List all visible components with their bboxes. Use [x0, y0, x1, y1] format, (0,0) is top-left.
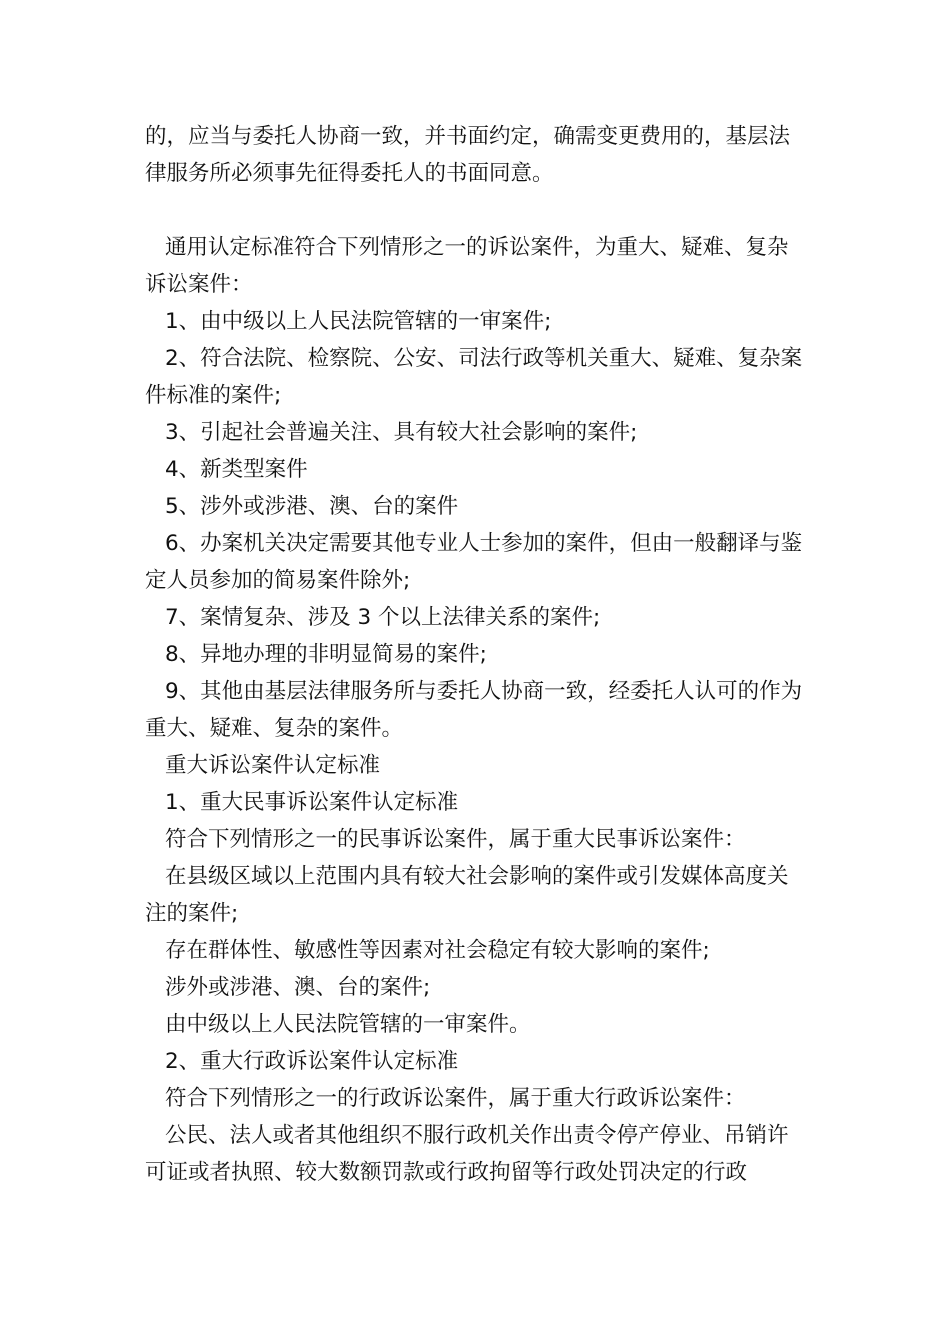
- paragraph-admin-criteria-intro: 符合下列情形之一的行政诉讼案件，属于重大行政诉讼案件：: [165, 1086, 746, 1111]
- list-item-6: 6、办案机关决定需要其他专业人士参加的案件，但由一般翻译与鉴定人员参加的简易案件除外;: [145, 531, 803, 593]
- list-item-9: 9、其他由基层法律服务所与委托人协商一致，经委托人认可的作为重大、疑难、复杂的案件。: [145, 679, 803, 741]
- paragraph-spacer: [145, 192, 805, 229]
- paragraph-civil-criterion-foreign: 涉外或涉港、澳、台的案件;: [165, 975, 431, 1000]
- paragraph-admin-criterion-penalty: 公民、法人或者其他组织不服行政机关作出责令停产停业、吊销许可证或者执照、较大数额罚款或行政拘留等行政处罚决定的行政: [145, 1123, 789, 1185]
- document-body: [145, 118, 805, 1191]
- list-item-4: 4、新类型案件: [165, 457, 308, 482]
- list-item-5: 5、涉外或涉港、澳、台的案件: [165, 494, 459, 519]
- paragraph-general-standard: 通用认定标准符合下列情形之一的诉讼案件，为重大、疑难、复杂诉讼案件：: [145, 235, 789, 297]
- list-item-1: 1、由中级以上人民法院管辖的一审案件;: [165, 309, 552, 334]
- section-heading-major-cases: 重大诉讼案件认定标准: [165, 753, 381, 778]
- list-item-2: 2、符合法院、检察院、公安、司法行政等机关重大、疑难、复杂案件标准的案件;: [145, 346, 803, 408]
- list-item-8: 8、异地办理的非明显简易的案件;: [165, 642, 487, 667]
- subsection-heading-administrative: 2、重大行政诉讼案件认定标准: [165, 1049, 459, 1074]
- paragraph-civil-criterion-intermediate-court: 由中级以上人民法院管辖的一审案件。: [165, 1012, 531, 1037]
- list-item-3: 3、引起社会普遍关注、具有较大社会影响的案件;: [165, 420, 638, 445]
- subsection-heading-civil: 1、重大民事诉讼案件认定标准: [165, 790, 459, 815]
- paragraph-civil-criteria-intro: 符合下列情形之一的民事诉讼案件，属于重大民事诉讼案件：: [165, 827, 746, 852]
- paragraph-continued-fee-agreement: 的，应当与委托人协商一致，并书面约定，确需变更费用的，基层法律服务所必须事先征得委托人的书面同意。: [145, 124, 791, 186]
- list-item-7: 7、案情复杂、涉及 3 个以上法律关系的案件;: [165, 605, 601, 630]
- paragraph-civil-criterion-social-impact: 在县级区域以上范围内具有较大社会影响的案件或引发媒体高度关注的案件;: [145, 864, 789, 926]
- paragraph-civil-criterion-stability: 存在群体性、敏感性等因素对社会稳定有较大影响的案件;: [165, 938, 710, 963]
